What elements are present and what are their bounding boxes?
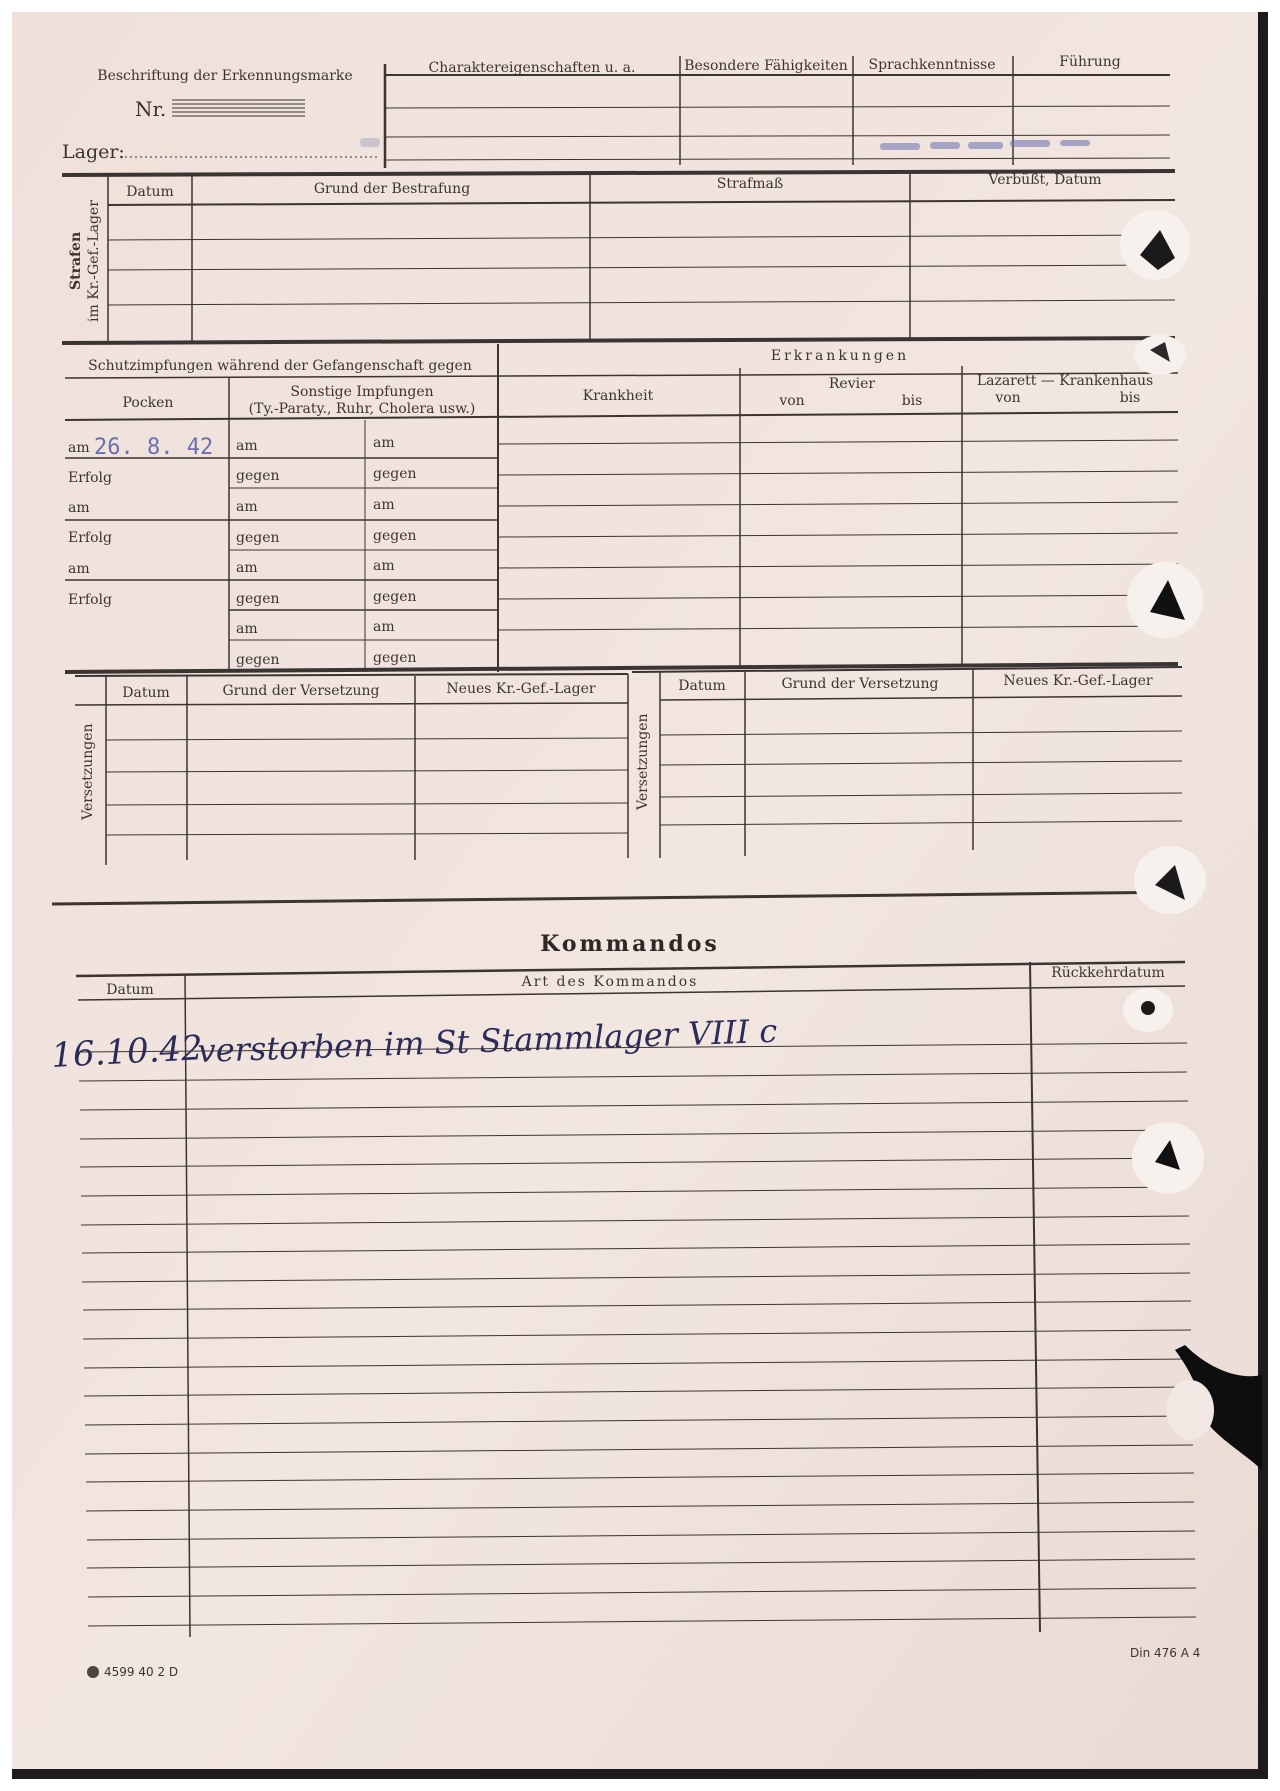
sonstige-gegen: gegen <box>373 650 417 666</box>
pocken-date-stamp: 26. 8. 42 <box>94 435 214 460</box>
versetzungen-left-header-lager: Neues Kr.-Gef.-Lager <box>446 681 596 697</box>
paper <box>12 12 1268 1779</box>
versetzungen-side-label-left: Versetzungen <box>80 723 96 820</box>
strafen-side-label-2: im Kr.-Gef.-Lager <box>86 200 102 322</box>
impfungen-sonstige-subheader: (Ty.-Paraty., Ruhr, Cholera usw.) <box>248 401 476 417</box>
punch-hole <box>1132 1122 1204 1194</box>
nr-label: Nr. <box>135 97 167 121</box>
header-fuehrung: Führung <box>1059 54 1121 70</box>
sonstige-gegen: gegen <box>373 589 417 605</box>
versetzungen-right-header-grund: Grund der Versetzung <box>781 676 939 692</box>
punch-hole <box>1134 846 1206 914</box>
sonstige-gegen: gegen <box>373 466 417 482</box>
sonstige-gegen: gegen <box>373 528 417 544</box>
kommandos-title: Kommandos <box>540 931 720 957</box>
strafen-side-label: Strafen <box>68 231 84 290</box>
pocken-row-am-1: am <box>68 440 90 456</box>
erkrankungen-lazarett-von: von <box>995 390 1021 406</box>
punch-hole <box>1120 210 1190 280</box>
erkrankungen-revier-von: von <box>779 393 805 409</box>
kommandos-entry-text: verstorben im St Stammlager VIII c <box>196 1011 778 1070</box>
lager-label: Lager: <box>62 141 125 163</box>
print-mark-icon <box>87 1666 99 1678</box>
versetzungen-left-header-datum: Datum <box>122 685 170 701</box>
erkrankungen-lazarett: Lazarett — Krankenhaus <box>976 373 1154 389</box>
kommandos-entry-date: 16.10.42 <box>50 1028 204 1076</box>
pocken-row-erfolg-1: Erfolg <box>68 470 112 486</box>
punch-hole <box>1134 335 1186 375</box>
versetzungen-side-label-right: Versetzungen <box>635 713 651 810</box>
header-sprachkenntnisse: Sprachkenntnisse <box>868 57 996 73</box>
sonstige-am: am <box>236 560 258 576</box>
header-charaktereigenschaften: Charaktereigenschaften u. a. <box>428 60 636 76</box>
versetzungen-right-header-lager: Neues Kr.-Gef.-Lager <box>1003 673 1153 689</box>
punch-hole <box>1127 562 1203 638</box>
impfungen-sonstige-header: Sonstige Impfungen <box>290 384 434 400</box>
footer-print-code: 4599 40 2 D <box>104 1665 179 1679</box>
erkrankungen-revier: Revier <box>828 376 876 392</box>
pocken-row-erfolg-2: Erfolg <box>68 530 112 546</box>
erkennungsmarke-title: Beschriftung der Erkennungsmarke <box>97 68 353 84</box>
sonstige-am: am <box>373 558 395 574</box>
sonstige-gegen: gegen <box>236 652 280 668</box>
sonstige-am: am <box>373 497 395 513</box>
kommandos-header-rueckkehr: Rückkehrdatum <box>1051 965 1165 981</box>
sonstige-gegen: gegen <box>236 468 280 484</box>
sonstige-gegen: gegen <box>236 530 280 546</box>
pocken-row-am-3: am <box>68 561 90 577</box>
sonstige-am: am <box>373 435 395 451</box>
pocken-row-am-2: am <box>68 500 90 516</box>
erkrankungen-revier-bis: bis <box>901 393 923 409</box>
sonstige-am: am <box>236 438 258 454</box>
erkrankungen-title: Erkrankungen <box>770 348 910 364</box>
paper-edge-shadow <box>1258 12 1268 1779</box>
strafen-header-grund: Grund der Bestrafung <box>313 181 471 197</box>
footer-din: Din 476 A 4 <box>1130 1646 1201 1660</box>
pocken-row-erfolg-3: Erfolg <box>68 592 112 608</box>
kommandos-header-art: Art des Kommandos <box>521 974 699 990</box>
paper-bottom-shadow <box>12 1769 1268 1779</box>
strafen-header-datum: Datum <box>126 184 174 200</box>
strafen-header-strafmass: Strafmaß <box>716 176 784 192</box>
sonstige-gegen: gegen <box>236 591 280 607</box>
header-besondere-faehigkeiten: Besondere Fähigkeiten <box>684 58 848 74</box>
kommandos-header-datum: Datum <box>106 982 154 998</box>
sonstige-am: am <box>373 619 395 635</box>
sonstige-am: am <box>236 499 258 515</box>
impfungen-title: Schutzimpfungen während der Gefangenschaft gegen <box>88 358 472 374</box>
versetzungen-right-header-datum: Datum <box>678 678 726 694</box>
strafen-header-verbuesst: Verbüßt, Datum <box>988 172 1102 188</box>
impfungen-pocken-header: Pocken <box>122 395 174 411</box>
sonstige-am: am <box>236 621 258 637</box>
versetzungen-left-header-grund: Grund der Versetzung <box>222 683 380 699</box>
punch-hole <box>1123 988 1173 1032</box>
erkrankungen-krankheit: Krankheit <box>582 388 654 404</box>
erkrankungen-lazarett-bis: bis <box>1119 390 1141 406</box>
